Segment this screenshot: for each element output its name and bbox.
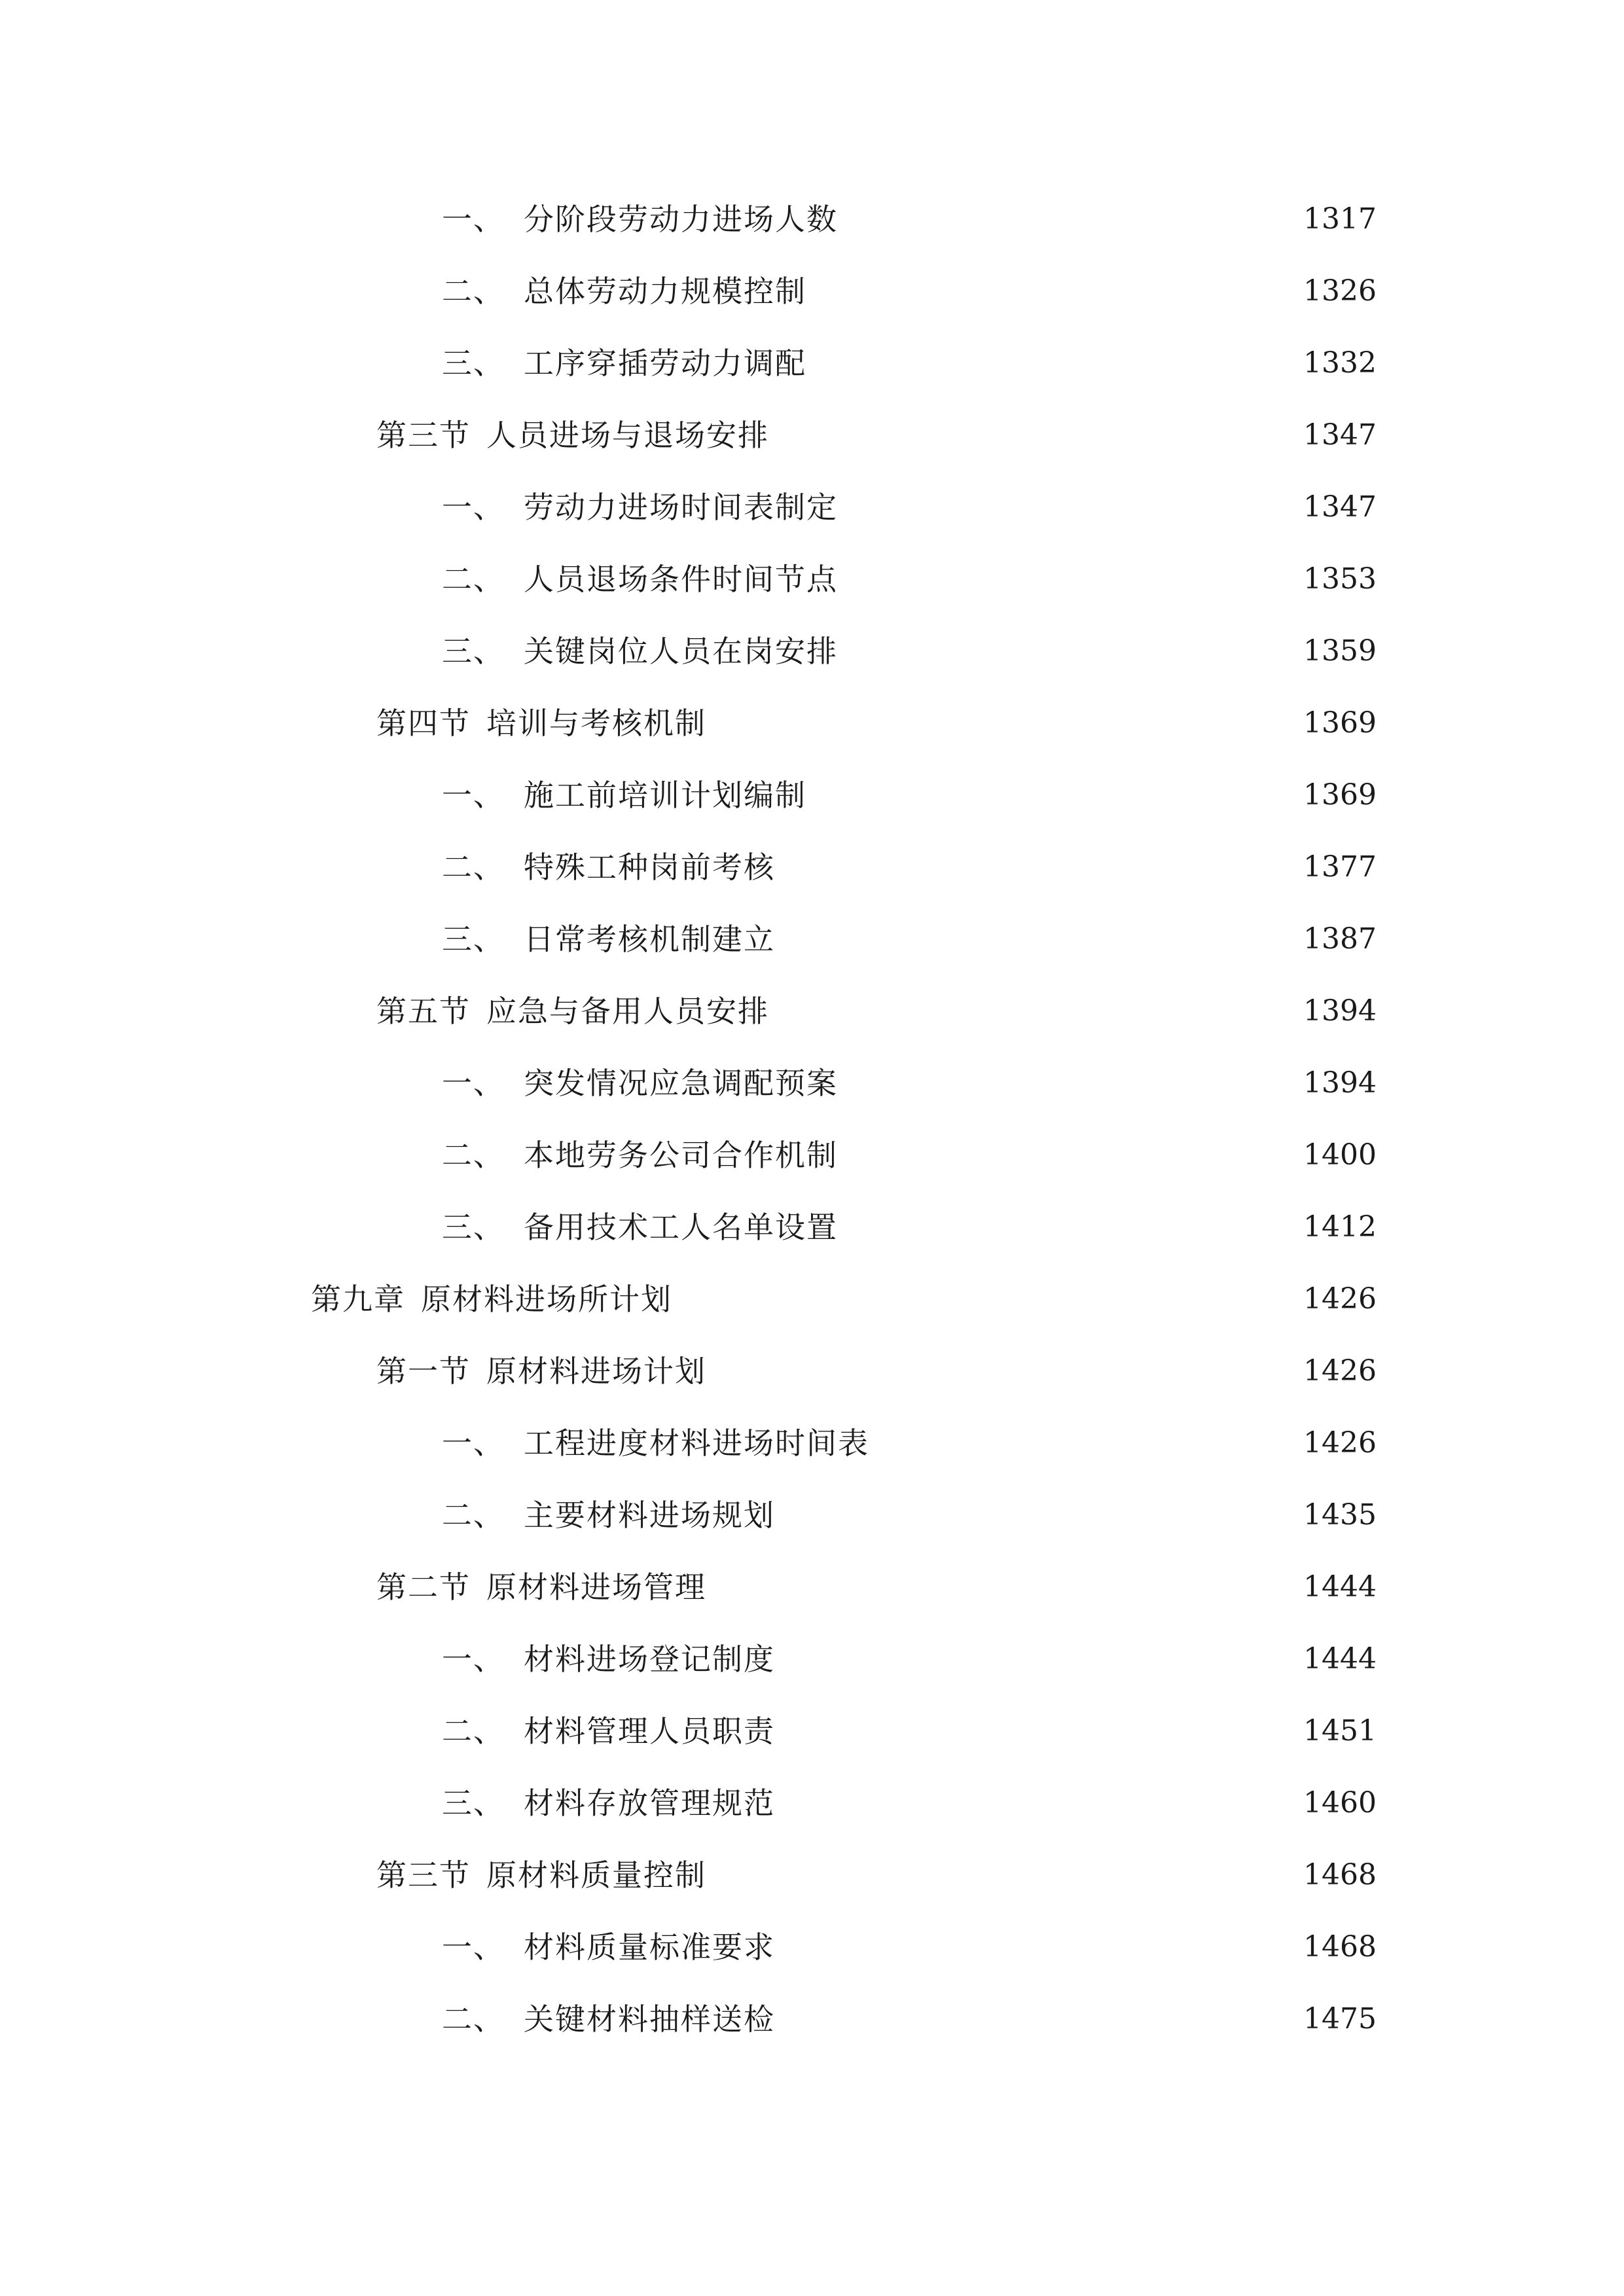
toc-entry-title: 人员进场与退场安排 — [486, 418, 769, 453]
toc-entry-title: 工程进度材料进场时间表 — [524, 1426, 869, 1461]
toc-entry-prefix: 一、 — [442, 1641, 505, 1677]
toc-entry-prefix: 第一节 — [376, 1354, 471, 1389]
table-of-contents — [0, 183, 1624, 2055]
dot-leader — [785, 1479, 1292, 1551]
toc-page-number: 1412 — [1303, 1210, 1377, 1244]
toc-entry[interactable] — [0, 1263, 1624, 1335]
toc-entry-title: 原材料质量控制 — [486, 1857, 706, 1893]
dot-leader — [785, 1911, 1292, 1983]
toc-entry-text — [442, 183, 838, 255]
dot-leader — [717, 1335, 1292, 1407]
toc-entry[interactable] — [0, 1983, 1624, 2055]
toc-entry[interactable] — [0, 1407, 1624, 1479]
toc-entry-title: 材料存放管理规范 — [524, 1785, 775, 1821]
toc-page-number: 1460 — [1303, 1786, 1377, 1820]
toc-page-number: 1394 — [1303, 994, 1377, 1028]
dot-leader — [785, 831, 1292, 903]
toc-entry-title: 分阶段劳动力进场人数 — [524, 202, 838, 237]
toc-entry-title: 材料进场登记制度 — [524, 1641, 775, 1677]
toc-entry-prefix: 三、 — [442, 1785, 505, 1821]
toc-entry-text — [442, 1119, 838, 1191]
toc-entry-text — [442, 543, 838, 615]
dot-leader — [785, 903, 1292, 975]
toc-page-number: 1394 — [1303, 1066, 1377, 1100]
toc-entry-text — [376, 399, 769, 471]
toc-entry-title: 材料管理人员职责 — [524, 1713, 775, 1749]
dot-leader — [848, 543, 1292, 615]
toc-entry-title: 原材料进场所计划 — [421, 1282, 672, 1317]
toc-entry-prefix: 一、 — [442, 1426, 505, 1461]
dot-leader — [785, 1695, 1292, 1767]
toc-entry-prefix: 一、 — [442, 778, 505, 813]
toc-page-number: 1400 — [1303, 1138, 1377, 1172]
toc-entry-prefix: 二、 — [442, 1498, 505, 1533]
toc-entry[interactable] — [0, 327, 1624, 399]
toc-entry-title: 特殊工种岗前考核 — [524, 850, 775, 885]
toc-entry[interactable] — [0, 1767, 1624, 1839]
toc-entry-title: 原材料进场计划 — [486, 1354, 706, 1389]
toc-page-number: 1444 — [1303, 1642, 1377, 1676]
toc-entry-title: 工序穿插劳动力调配 — [524, 346, 806, 381]
toc-entry-prefix: 二、 — [442, 562, 505, 597]
toc-entry[interactable] — [0, 1479, 1624, 1551]
toc-entry-text — [442, 1479, 775, 1551]
toc-entry-text — [442, 327, 806, 399]
toc-entry[interactable] — [0, 543, 1624, 615]
toc-entry[interactable] — [0, 1551, 1624, 1623]
toc-entry-prefix: 第四节 — [376, 706, 471, 741]
toc-page-number: 1369 — [1303, 778, 1377, 812]
toc-page-number: 1387 — [1303, 922, 1377, 956]
toc-page-number: 1468 — [1303, 1930, 1377, 1964]
dot-leader — [880, 1407, 1292, 1479]
toc-page-number: 1426 — [1303, 1426, 1377, 1460]
dot-leader — [848, 615, 1292, 687]
toc-entry-title: 日常考核机制建立 — [524, 922, 775, 957]
toc-page-number: 1369 — [1303, 706, 1377, 740]
dot-leader — [817, 327, 1292, 399]
toc-entry[interactable] — [0, 903, 1624, 975]
toc-page-number: 1451 — [1303, 1714, 1377, 1748]
toc-entry[interactable] — [0, 183, 1624, 255]
toc-entry[interactable] — [0, 975, 1624, 1047]
toc-entry-prefix: 第三节 — [376, 418, 471, 453]
toc-entry-prefix: 三、 — [442, 1210, 505, 1245]
toc-entry-text — [442, 759, 806, 831]
dot-leader — [785, 1767, 1292, 1839]
toc-entry-text — [376, 1551, 706, 1623]
toc-entry-text — [442, 1767, 775, 1839]
toc-entry[interactable] — [0, 687, 1624, 759]
dot-leader — [848, 471, 1292, 543]
toc-entry-text — [311, 1263, 672, 1335]
toc-entry-text — [442, 1191, 838, 1263]
toc-page-number: 1475 — [1303, 2002, 1377, 2036]
toc-entry-title: 培训与考核机制 — [486, 706, 706, 741]
toc-entry[interactable] — [0, 1047, 1624, 1119]
toc-entry[interactable] — [0, 399, 1624, 471]
toc-entry-text — [376, 687, 706, 759]
toc-entry-title: 原材料进场管理 — [486, 1570, 706, 1605]
toc-entry-title: 突发情况应急调配预案 — [524, 1066, 838, 1101]
toc-page-number: 1347 — [1303, 490, 1377, 524]
toc-entry[interactable] — [0, 831, 1624, 903]
dot-leader — [817, 759, 1292, 831]
toc-entry[interactable] — [0, 471, 1624, 543]
toc-page-number: 1444 — [1303, 1570, 1377, 1604]
toc-page-number: 1426 — [1303, 1354, 1377, 1388]
dot-leader — [717, 1839, 1292, 1911]
toc-page-number: 1426 — [1303, 1282, 1377, 1316]
toc-entry-text — [442, 255, 806, 327]
dot-leader — [717, 687, 1292, 759]
dot-leader — [780, 975, 1292, 1047]
toc-entry-text — [376, 975, 769, 1047]
toc-entry-prefix: 二、 — [442, 2001, 505, 2037]
toc-entry[interactable] — [0, 615, 1624, 687]
toc-entry-text — [442, 1623, 775, 1695]
toc-entry-text — [442, 1695, 775, 1767]
dot-leader — [683, 1263, 1292, 1335]
toc-entry-title: 关键岗位人员在岗安排 — [524, 634, 838, 669]
toc-entry-prefix: 二、 — [442, 274, 505, 309]
toc-entry-prefix: 第九章 — [311, 1282, 405, 1317]
toc-entry[interactable] — [0, 255, 1624, 327]
dot-leader — [848, 1047, 1292, 1119]
toc-entry-prefix: 第三节 — [376, 1857, 471, 1893]
toc-entry-prefix: 一、 — [442, 1066, 505, 1101]
toc-page-number: 1326 — [1303, 274, 1377, 308]
toc-entry-prefix: 二、 — [442, 1138, 505, 1173]
toc-entry[interactable] — [0, 1335, 1624, 1407]
toc-entry-prefix: 二、 — [442, 1713, 505, 1749]
toc-entry-prefix: 三、 — [442, 634, 505, 669]
toc-entry-title: 应急与备用人员安排 — [486, 994, 769, 1029]
toc-entry-prefix: 一、 — [442, 202, 505, 237]
toc-entry-prefix: 二、 — [442, 850, 505, 885]
toc-entry-text — [442, 1983, 775, 2055]
toc-entry-text — [442, 471, 838, 543]
toc-entry-title: 本地劳务公司合作机制 — [524, 1138, 838, 1173]
toc-entry[interactable] — [0, 1119, 1624, 1191]
toc-page-number: 1359 — [1303, 634, 1377, 668]
toc-page-number: 1377 — [1303, 850, 1377, 884]
dot-leader — [848, 1191, 1292, 1263]
toc-entry-title: 劳动力进场时间表制定 — [524, 490, 838, 525]
toc-entry-text — [442, 1407, 869, 1479]
toc-page-number: 1317 — [1303, 202, 1377, 236]
toc-entry-text — [442, 831, 775, 903]
toc-entry-text — [442, 903, 775, 975]
dot-leader — [848, 183, 1292, 255]
toc-page-number: 1468 — [1303, 1858, 1377, 1892]
toc-entry-prefix: 第二节 — [376, 1570, 471, 1605]
dot-leader — [717, 1551, 1292, 1623]
toc-entry-title: 人员退场条件时间节点 — [524, 562, 838, 597]
toc-entry-prefix: 第五节 — [376, 994, 471, 1029]
toc-entry-text — [376, 1335, 706, 1407]
toc-page-number: 1347 — [1303, 418, 1377, 452]
toc-entry-prefix: 一、 — [442, 490, 505, 525]
toc-entry-text — [376, 1839, 706, 1911]
toc-entry-title: 关键材料抽样送检 — [524, 2001, 775, 2037]
toc-entry-title: 材料质量标准要求 — [524, 1929, 775, 1965]
toc-entry-text — [442, 615, 838, 687]
toc-entry-prefix: 一、 — [442, 1929, 505, 1965]
toc-entry[interactable] — [0, 1191, 1624, 1263]
toc-page-number: 1332 — [1303, 346, 1377, 380]
toc-entry-text — [442, 1047, 838, 1119]
dot-leader — [785, 1983, 1292, 2055]
dot-leader — [780, 399, 1292, 471]
toc-entry-prefix: 三、 — [442, 346, 505, 381]
toc-entry-prefix: 三、 — [442, 922, 505, 957]
toc-page-number: 1435 — [1303, 1498, 1377, 1532]
toc-entry-title: 备用技术工人名单设置 — [524, 1210, 838, 1245]
toc-page-number: 1353 — [1303, 562, 1377, 596]
toc-entry[interactable] — [0, 759, 1624, 831]
toc-entry[interactable] — [0, 1623, 1624, 1695]
toc-entry[interactable] — [0, 1839, 1624, 1911]
toc-entry[interactable] — [0, 1911, 1624, 1983]
dot-leader — [848, 1119, 1292, 1191]
toc-entry[interactable] — [0, 1695, 1624, 1767]
toc-entry-title: 总体劳动力规模控制 — [524, 274, 806, 309]
dot-leader — [817, 255, 1292, 327]
dot-leader — [785, 1623, 1292, 1695]
toc-entry-text — [442, 1911, 775, 1983]
toc-entry-title: 施工前培训计划编制 — [524, 778, 806, 813]
toc-entry-title: 主要材料进场规划 — [524, 1498, 775, 1533]
